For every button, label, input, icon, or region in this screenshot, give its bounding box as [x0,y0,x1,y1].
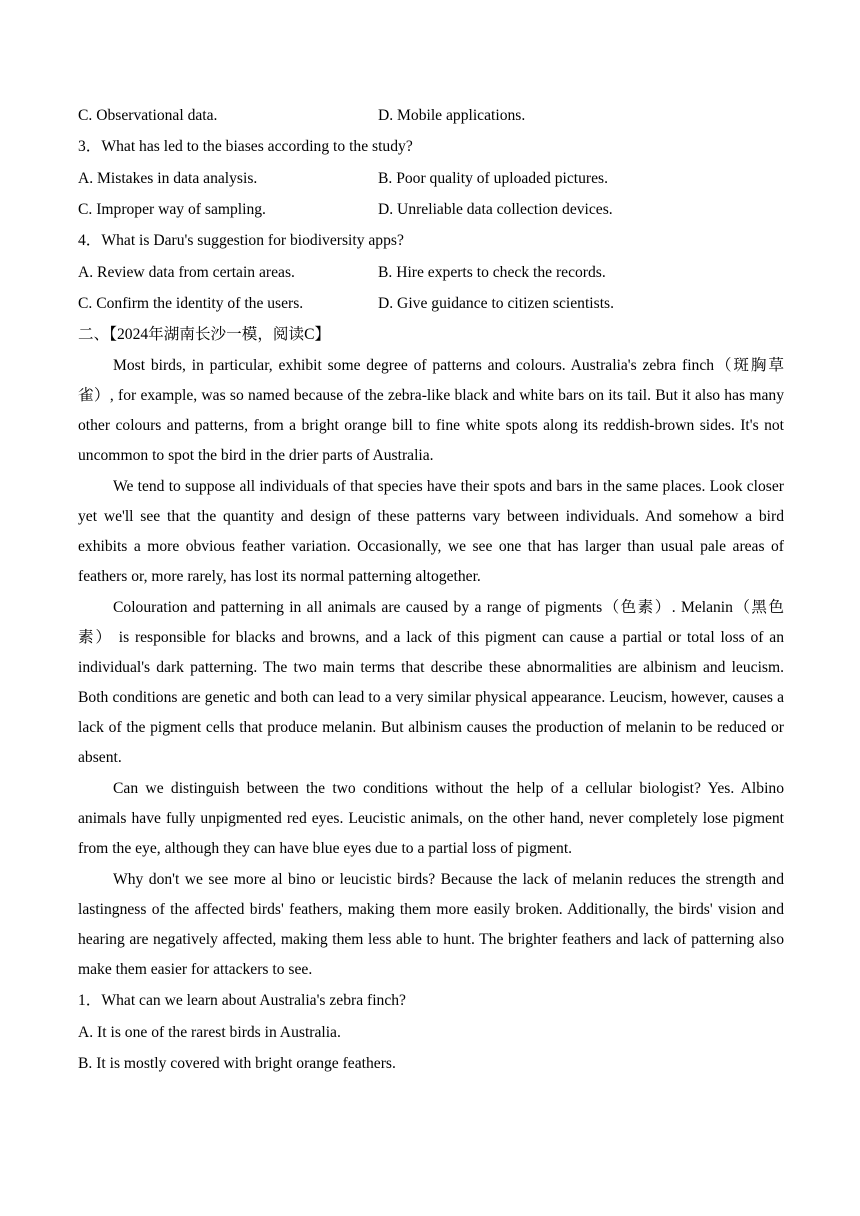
option-d: D. Give guidance to citizen scientists. [378,294,615,312]
passage-paragraph-5: Why don't we see more al bino or leucistic birds? Because the lack of melanin reduces the strength and lastingness of the affected birds' feathers, making them more easily broken. Additionally, the birds' vision and hearing are negatively affected, making them less able to hunt. The brighter feathers and lack of patterning also make them easier for attackers to see. [78,871,784,978]
section-heading: 二、【2024年湖南长沙一模，阅读C】 [78,326,331,343]
document-page [78,100,784,1079]
question-3-options-row-2 [78,194,784,225]
option-d: D. Mobile applications. [378,106,526,124]
option-b: B. It is mostly covered with bright orange feathers. [78,1055,396,1072]
prev-question-options-row [78,100,784,131]
option-a: A. It is one of the rarest birds in Australia. [78,1024,341,1041]
option-c: C. Observational data. [78,106,218,124]
option-c: C. Improper way of sampling. [78,200,266,218]
passage-paragraph-1: Most birds, in particular, exhibit some degree of patterns and colours. Australia's zebra finch（斑胸草雀）, for example, was so named because of the zebra-like black and white bars on its tail. But it also has many other colours and patterns, from a bright orange bill to fine white spots along its reddish-brown sides. It's not uncommon to spot the bird in the drier parts of Australia. [78,357,784,464]
passage-paragraph-3: Colouration and patterning in all animals are caused by a range of pigments（色素）. Melanin（黑色素） is responsible for blacks and browns, and a lack of this pigment can cause a partial or total loss of an individual's dark patterning. The two main terms that describe these abnormalities are albinism and leucism. Both conditions are genetic and both can lead to a very similar physical appearance. Leucism, however, causes a lack of the pigment cells that produce melanin. But albinism causes the production of melanin to be reduced or absent. [78,599,784,766]
option-b: B. Hire experts to check the records. [378,263,606,281]
question-3-stem: 3．What has led to the biases according to the study? [78,138,413,155]
option-c: C. Confirm the identity of the users. [78,294,304,312]
option-a: A. Mistakes in data analysis. [78,169,258,187]
passage-paragraph-4: Can we distinguish between the two conditions without the help of a cellular biologist? Yes. Albino animals have fully unpigmented red eyes. Leucistic animals, on the other hand, never completely lose pigment from the eye, although they can have blue eyes due to a partial loss of pigment. [78,780,784,857]
question-4-stem: 4．What is Daru's suggestion for biodiversity apps? [78,232,404,249]
question-4-options-row-1 [78,257,784,288]
option-a: A. Review data from certain areas. [78,263,295,281]
question-4-options-row-2 [78,288,784,319]
option-d: D. Unreliable data collection devices. [378,200,613,218]
passage-paragraph-2: We tend to suppose all individuals of that species have their spots and bars in the same places. Look closer yet we'll see that the quantity and design of these patterns vary between individuals. And somehow a bird exhibits a more obvious feather variation. Occasionally, we see one that has larger than usual pale areas of feathers or, more rarely, has lost its normal patterning altogether. [78,478,784,585]
option-b: B. Poor quality of uploaded pictures. [378,169,608,187]
question-3-options-row-1 [78,163,784,194]
question-1-stem: 1．What can we learn about Australia's zebra finch? [78,992,406,1009]
